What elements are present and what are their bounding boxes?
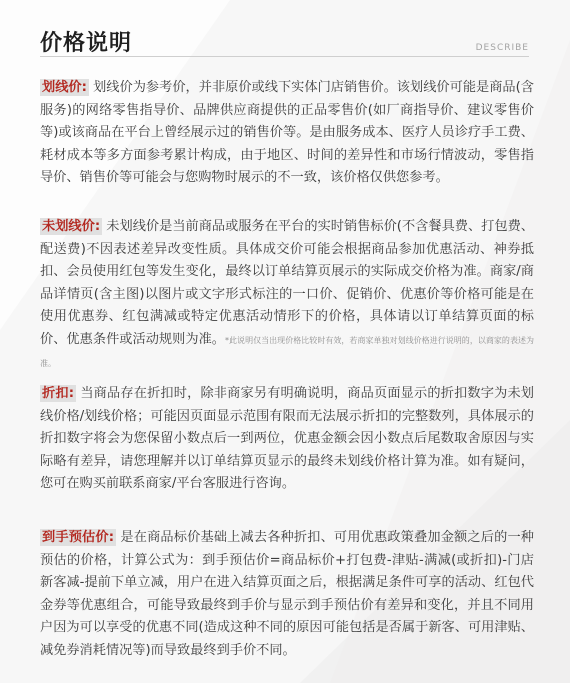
section-text: 是在商品标价基础上减去各种折扣、可用优惠政策叠加金额之后的一种预估的价格，计算公式为：到手预估价=商品标价+打包费-津贴-满减(或折扣)-门店新客减-提前下单立减，用户在进入结算页面之后，根据满足条件可享的活动、红包代金券等优惠组合，可能导致最终到手价与显示到手预估价有差异和变化，并且不同用户因为可以享受的优惠不同(造成这种不同的原因可能包括是否属于新客、可用津贴、减免券消耗情况等)而导致最终到手价不同。	[40, 530, 534, 658]
page-subtitle: DESCRIBE	[475, 43, 529, 53]
section-note: *此说明仅当出现价格比较时有效，若商家单独对划线价格进行说明的，以商家的表述为准。	[40, 335, 535, 368]
section-non-strikethrough-price	[40, 216, 534, 376]
section-label: 到手预估价:	[42, 530, 115, 545]
section-label: 未划线价:	[42, 219, 101, 234]
section-strikethrough-price	[40, 77, 534, 190]
section-label: 划线价:	[42, 80, 87, 95]
section-text: 当商品存在折扣时，除非商家另有明确说明，商品页面显示的折扣数字为未划线价格/划线价格；可能因页面显示范围有限而无法展示折扣的完整数列，具体展示的折扣数字将会为您保留小数点后一到两位，优惠金额会因小数点后尾数取舍原因与实际略有差异，请您理解并以订单结算页显示的最终未划线价格计算为准。如有疑问，您可在购买前联系商家/平台客服进行咨询。	[40, 386, 534, 491]
title-divider	[40, 56, 529, 57]
section-label: 折扣:	[42, 386, 74, 401]
section-text: 未划线价是当前商品或服务在平台的实时销售标价(不含餐具费、打包费、配送费)不因表述差异改变性质。具体成交价可能会根据商品参加优惠活动、神券抵扣、会员使用红包等发生变化，最终以订单结算页展示的实际成交价格为准。商家/商品详情页(含主图)以图片或文字形式标注的一口价、促销价、优惠价等价格可能是在使用优惠券、红包满减或特定优惠活动情形下的价格，具体请以订单结算页面的标价、优惠条件或活动规则为准。	[40, 219, 534, 347]
section-discount	[40, 383, 534, 496]
page-title: 价格说明	[40, 31, 133, 56]
section-text: 划线价为参考价，并非原价或线下实体门店销售价。该划线价可能是商品(含服务)的网络零售指导价、品牌供应商提供的正品零售价(如厂商指导价、建议零售价等)或该商品在平台上曾经展示过的销售价等。是由服务成本、医疗人员诊疗手工费、耗材成本等多方面参考累计构成，由于地区、时间的差异性和市场行情波动，零售指导价、销售价等可能会与您购物时展示的不一致，该价格仅供您参考。	[40, 80, 534, 185]
section-estimated-price	[40, 527, 534, 662]
